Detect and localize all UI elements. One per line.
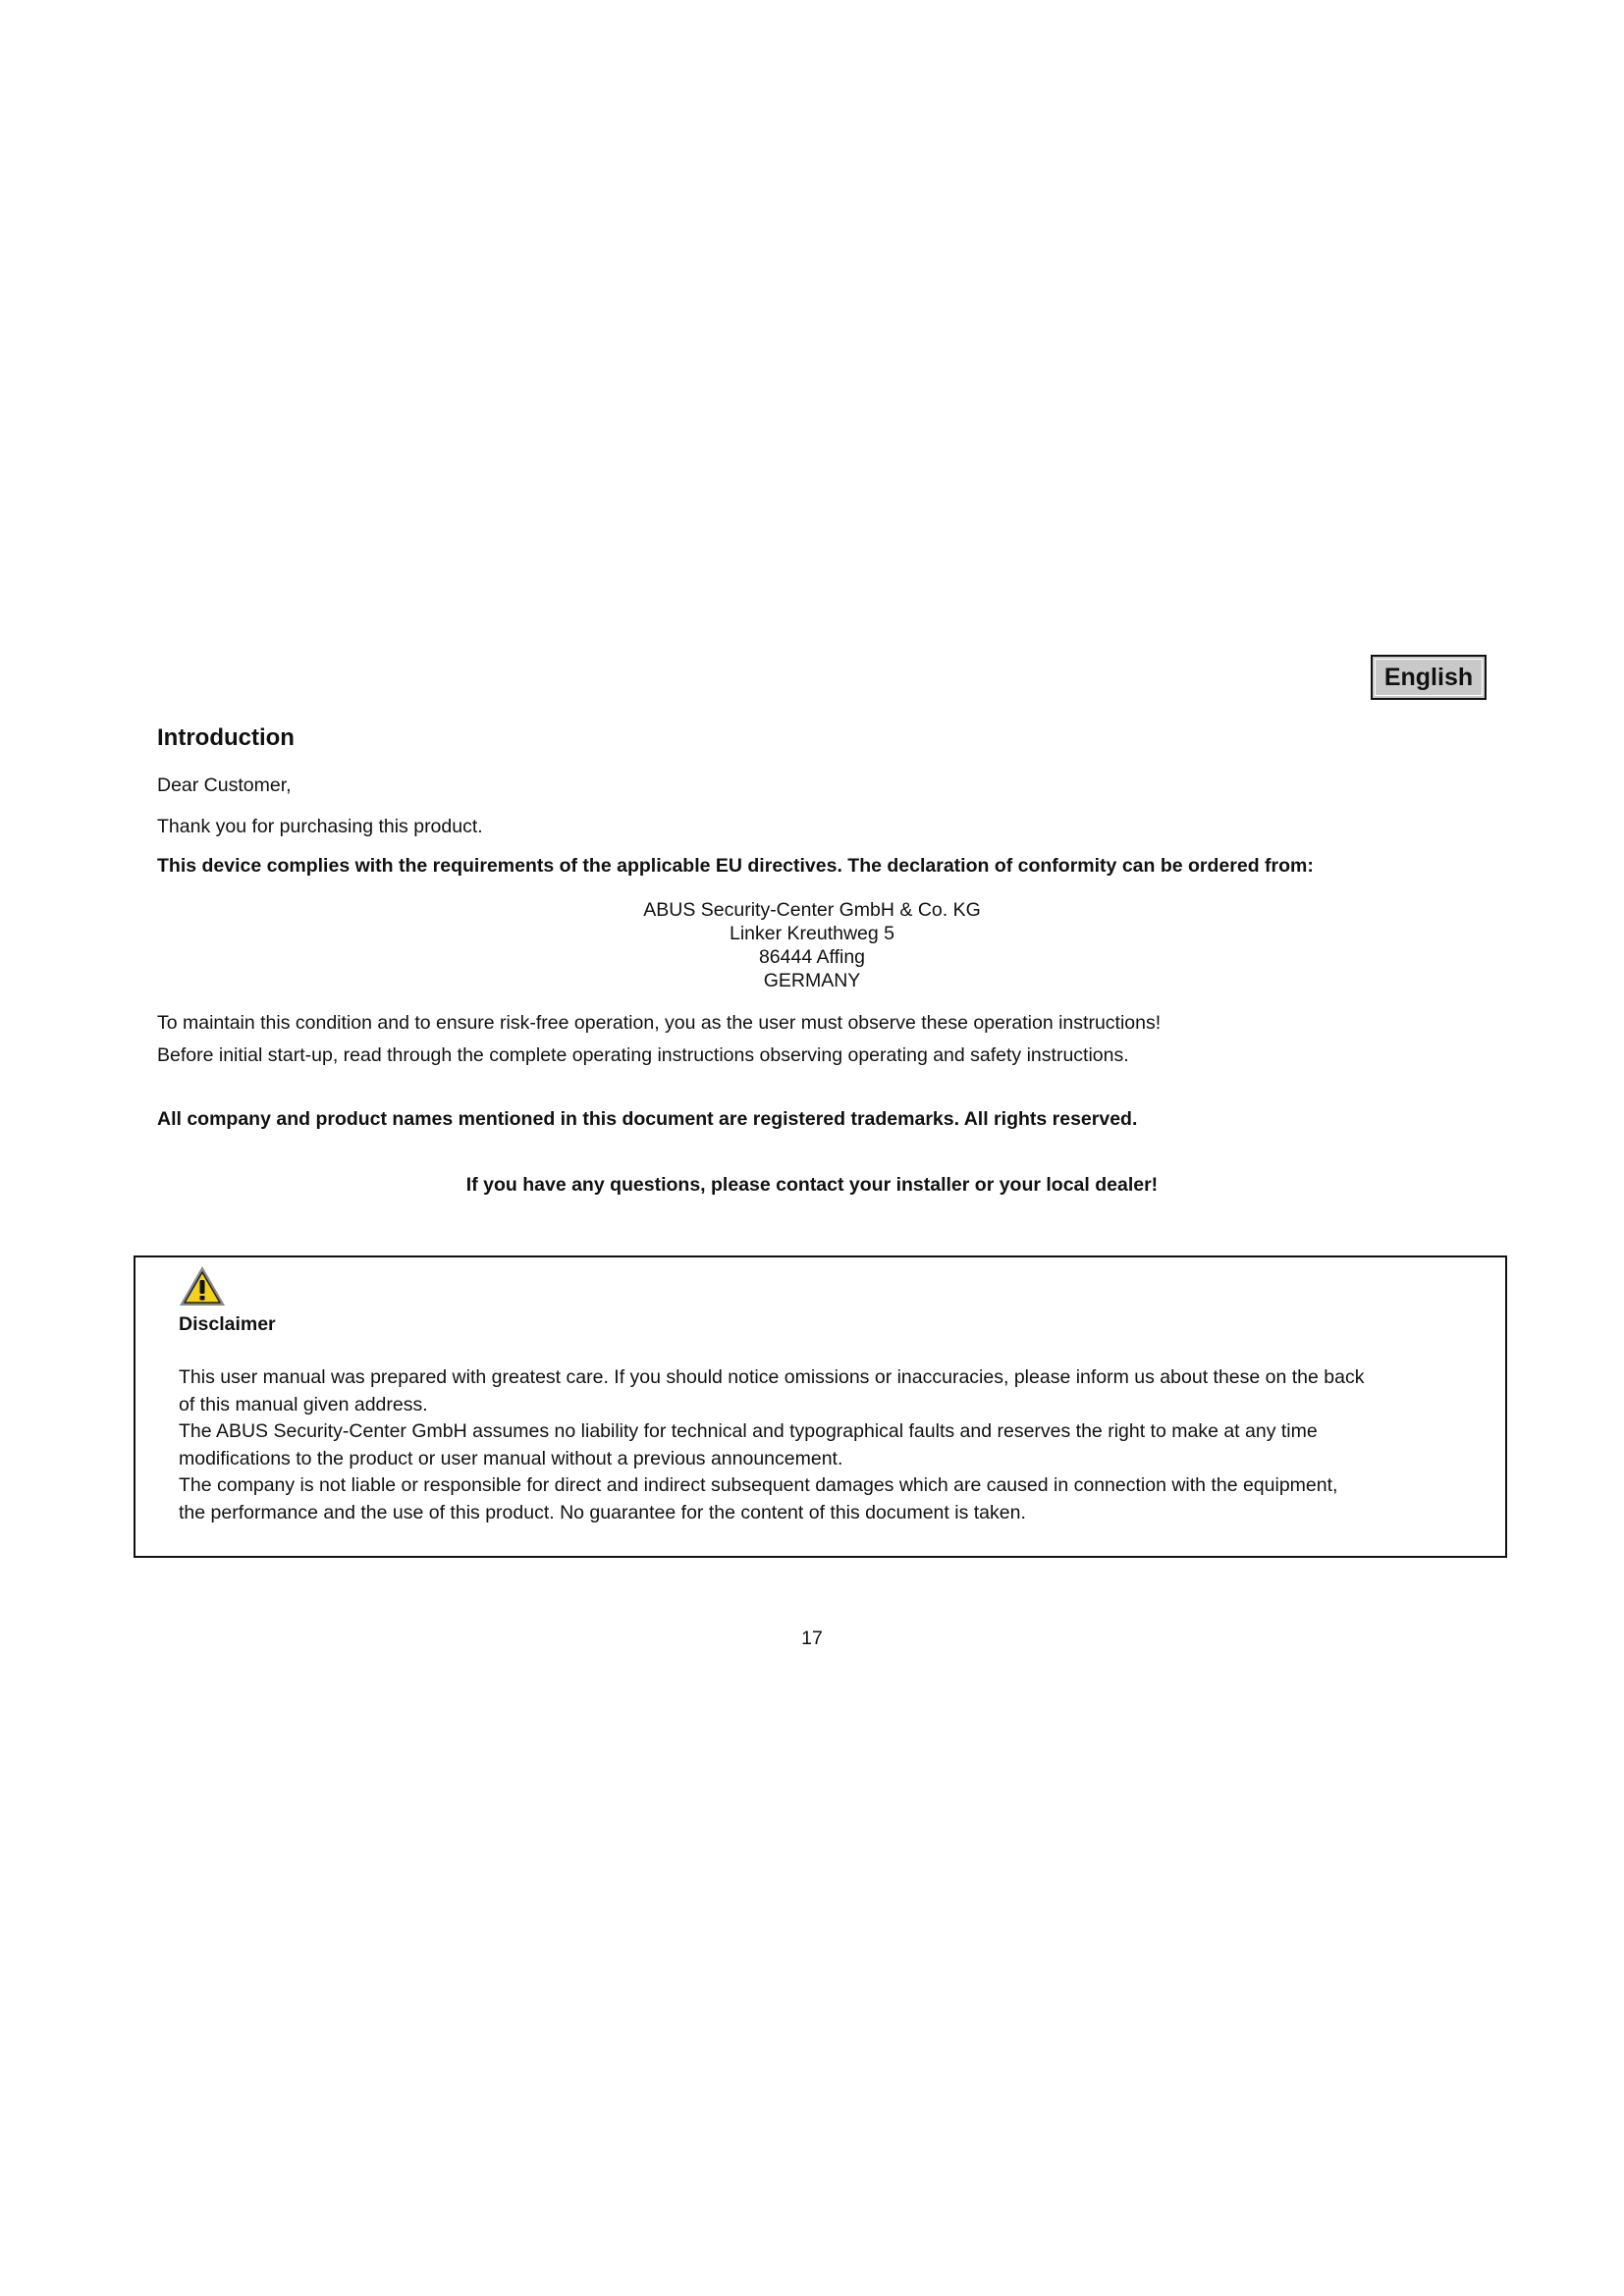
disclaimer-title: Disclaimer <box>179 1313 276 1335</box>
compliance-notice: This device complies with the requirements of the applicable EU directives. The declaration of conformity can be ordered from: <box>157 855 1314 877</box>
disclaimer-line: of this manual given address. <box>179 1393 428 1415</box>
disclaimer-line: modifications to the product or user manual without a previous announcement. <box>179 1447 843 1469</box>
address-line: GERMANY <box>763 970 861 991</box>
section-title: Introduction <box>157 724 295 751</box>
disclaimer-line: The ABUS Security-Center GmbH assumes no liability for technical and typographical faults and reserves the right to make at any time <box>179 1420 1318 1442</box>
warning-triangle-icon <box>177 1263 228 1308</box>
disclaimer-line: the performance and the use of this product. No guarantee for the content of this document is taken. <box>179 1501 1026 1523</box>
disclaimer-line: The company is not liable or responsible for direct and indirect subsequent damages which are caused in connection with the equipment, <box>179 1474 1338 1496</box>
manufacturer-address <box>0 898 1624 992</box>
address-line: 86444 Affing <box>758 946 866 968</box>
page-number: 17 <box>801 1628 823 1649</box>
disclaimer-paragraph <box>179 1364 1475 1418</box>
instruction-line: To maintain this condition and to ensure risk-free operation, you as the user must observe these operation instructions! <box>157 1012 1162 1034</box>
trademark-notice: All company and product names mentioned in this document are registered trademarks. All rights reserved. <box>157 1108 1138 1130</box>
address-line: ABUS Security-Center GmbH & Co. KG <box>643 899 981 921</box>
address-line: Linker Kreuthweg 5 <box>729 923 895 944</box>
thanks-text: Thank you for purchasing this product. <box>157 816 483 837</box>
instruction-line: Before initial start-up, read through the complete operating instructions observing operating and safety instructions. <box>157 1044 1129 1066</box>
language-badge: English <box>1371 655 1487 700</box>
greeting: Dear Customer, <box>157 774 292 796</box>
disclaimer-box <box>134 1255 1507 1558</box>
disclaimer-line: This user manual was prepared with greatest care. If you should notice omissions or inaccuracies, please inform us about these on the back <box>179 1366 1365 1388</box>
contact-notice: If you have any questions, please contact your installer or your local dealer! <box>465 1174 1159 1196</box>
disclaimer-paragraph <box>179 1418 1475 1526</box>
